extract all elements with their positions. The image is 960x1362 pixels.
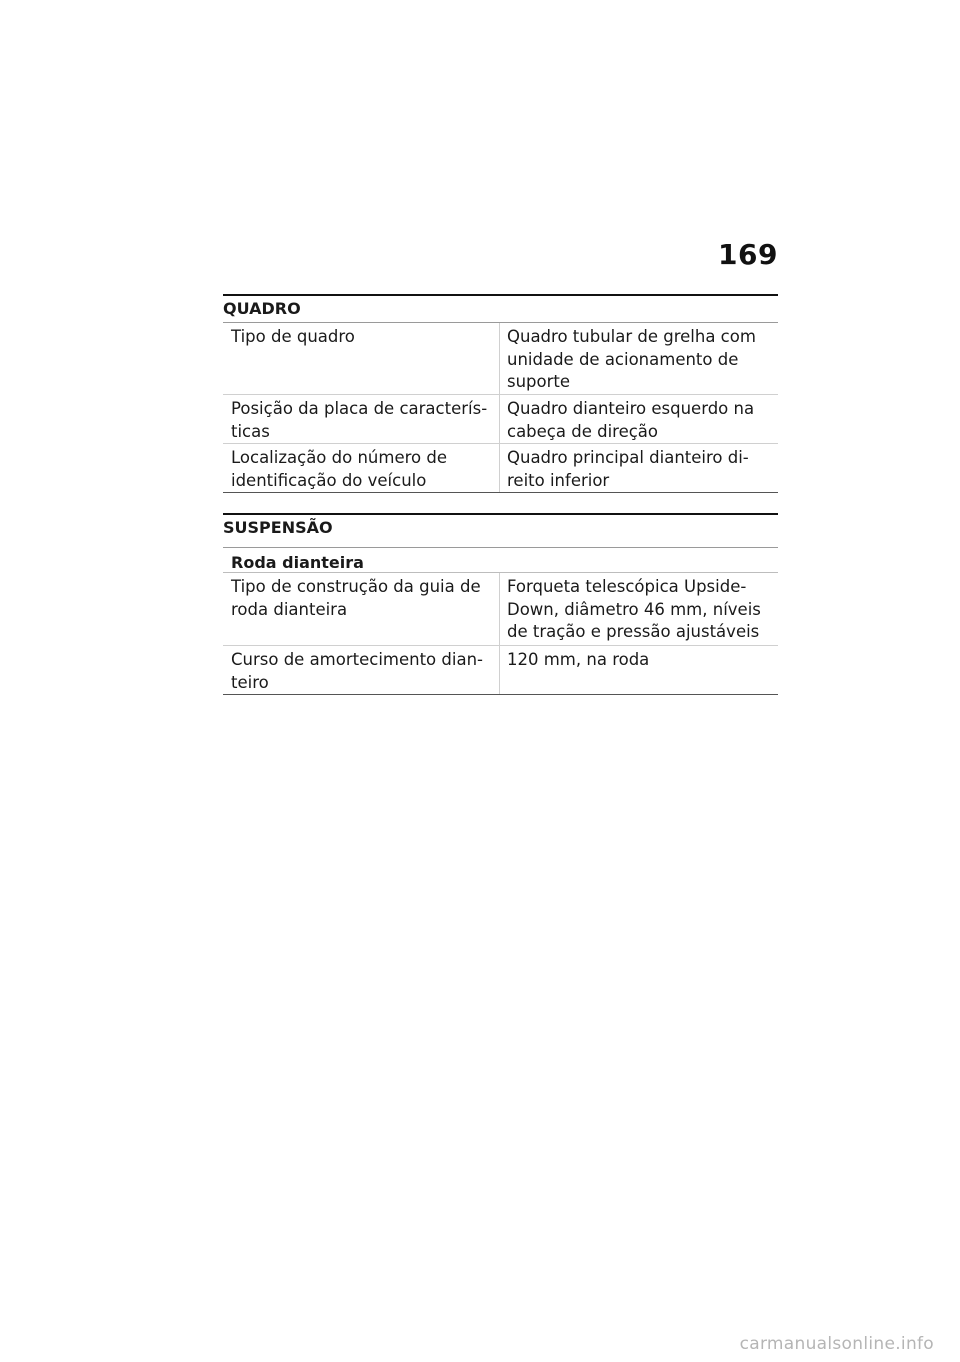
spec-row [223, 395, 778, 444]
spec-label: Curso de amortecimento dian- teiro [223, 646, 500, 694]
spec-label: Tipo de construção da guia de roda dianteira [223, 573, 500, 645]
spec-row [223, 323, 778, 395]
frame-section [223, 294, 778, 493]
spec-label: Posição da placa de caracterís- ticas [223, 395, 500, 443]
watermark: carmanualsonline.info [739, 1334, 934, 1354]
subsection-heading-front-wheel: Roda dianteira [223, 548, 778, 573]
spec-value: 120 mm, na roda [507, 650, 650, 669]
spec-value: Quadro principal dianteiro di- reito inferior [507, 448, 749, 490]
spec-label: Tipo de quadro [223, 323, 500, 394]
spec-value: Quadro dianteiro esquerdo na cabeça de direção [507, 399, 755, 441]
page-number: 169 [718, 238, 778, 271]
spec-value: Forqueta telescópica Upside- Down, diâmetro 46 mm, níveis de tração e pressão ajustáveis [507, 577, 761, 641]
suspension-section [223, 513, 778, 695]
spec-value: Quadro tubular de grelha com unidade de acionamento de suporte [507, 327, 756, 391]
spec-row [223, 646, 778, 695]
spec-row [223, 573, 778, 646]
spec-label: Localização do número de identificação do veículo [223, 444, 500, 492]
section-heading-frame: QUADRO [223, 294, 778, 323]
section-heading-suspension: SUSPENSÃO [223, 513, 778, 548]
spec-row [223, 444, 778, 493]
